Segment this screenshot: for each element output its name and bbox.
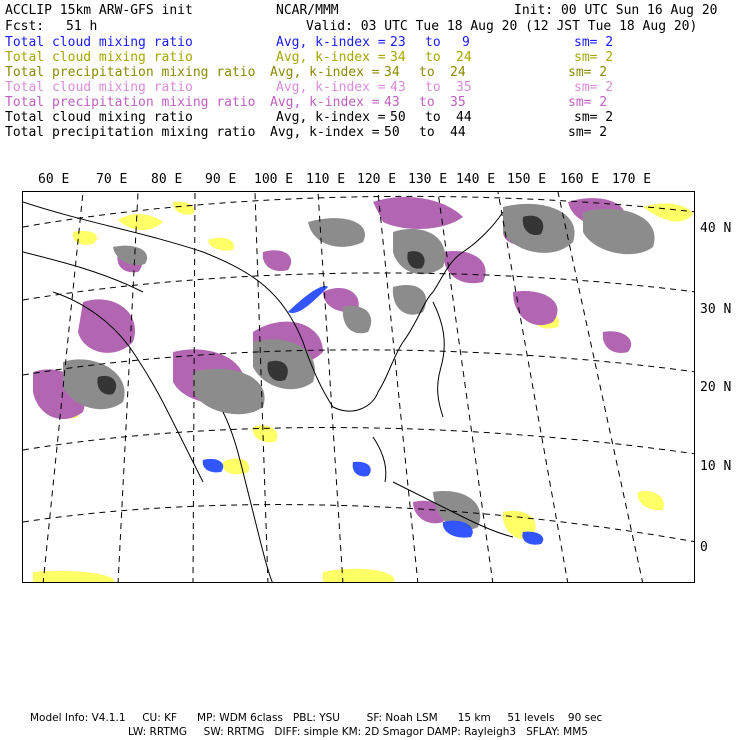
legend-avg: Avg, k-index =: [276, 50, 386, 65]
legend-k-end: 44: [456, 110, 472, 125]
lon-label: 160 E: [560, 172, 600, 187]
legend-smoothing: sm= 2: [574, 35, 614, 50]
legend-to: to: [425, 80, 441, 95]
init-time: Init: 00 UTC Sun 16 Aug 20: [514, 3, 718, 18]
lon-label: 60 E: [38, 172, 70, 187]
cloud-high-layer: [63, 204, 655, 530]
legend-smoothing: sm= 2: [568, 65, 608, 80]
legend-field: Total cloud mixing ratio: [5, 35, 193, 50]
lat-label: 30 N: [700, 302, 732, 317]
legend-k-start: 50: [390, 110, 406, 125]
legend-avg: Avg, k-index =: [270, 65, 380, 80]
legend-k-start: 34: [390, 50, 406, 65]
org-label: NCAR/MMM: [276, 3, 339, 18]
legend-smoothing: sm= 2: [568, 125, 608, 140]
lon-label: 90 E: [205, 172, 237, 187]
cloud-upper-layer: [203, 286, 544, 545]
legend-field: Total cloud mixing ratio: [5, 110, 193, 125]
fcst-value: 51 h: [66, 19, 98, 34]
legend-k-start: 23: [390, 35, 406, 50]
map-svg: [23, 192, 695, 583]
legend-avg: Avg, k-index =: [276, 110, 386, 125]
lat-label: 10 N: [700, 459, 732, 474]
lon-label: 150 E: [507, 172, 547, 187]
legend-k-end: 35: [450, 95, 466, 110]
legend-avg: Avg, k-index =: [270, 95, 380, 110]
legend-k-start: 50: [384, 125, 400, 140]
model-title: ACCLIP 15km ARW-GFS init: [5, 3, 193, 18]
fcst-label: Fcst:: [5, 19, 45, 34]
legend-field: Total precipitation mixing ratio: [5, 65, 256, 80]
legend-k-start: 34: [384, 65, 400, 80]
valid-time: Valid: 03 UTC Tue 18 Aug 20 (12 JST Tue 18 Aug 20): [306, 19, 698, 34]
legend-smoothing: sm= 2: [574, 110, 614, 125]
weather-map: [22, 191, 695, 583]
legend-smoothing: sm= 2: [574, 50, 614, 65]
legend-k-end: 9: [462, 35, 470, 50]
legend-field: Total cloud mixing ratio: [5, 50, 193, 65]
legend-avg: Avg, k-index =: [270, 125, 380, 140]
legend-k-start: 43: [384, 95, 400, 110]
lat-label: 20 N: [700, 380, 732, 395]
model-info-line1: Model Info: V4.1.1 CU: KF MP: WDM 6class PBL: YSU SF: Noah LSM 15 km 51 levels 90 sec: [30, 712, 603, 724]
legend-k-end: 44: [450, 125, 466, 140]
legend-to: to: [419, 125, 435, 140]
legend-avg: Avg, k-index =: [276, 35, 386, 50]
legend-k-end: 24: [450, 65, 466, 80]
lon-label: 80 E: [151, 172, 183, 187]
legend-to: to: [425, 50, 441, 65]
legend-to: to: [425, 35, 441, 50]
lon-label: 100 E: [254, 172, 294, 187]
lon-label: 170 E: [612, 172, 652, 187]
model-info-line2: LW: RRTMG SW: RRTMG DIFF: simple KM: 2D Smagor DAMP: Rayleigh3 SFLAY: MM5: [128, 726, 588, 738]
legend-to: to: [425, 110, 441, 125]
legend-avg: Avg, k-index =: [276, 80, 386, 95]
legend-k-end: 35: [456, 80, 472, 95]
legend-smoothing: sm= 2: [568, 95, 608, 110]
legend-field: Total cloud mixing ratio: [5, 80, 193, 95]
legend-to: to: [419, 95, 435, 110]
legend-field: Total precipitation mixing ratio: [5, 125, 256, 140]
legend-field: Total precipitation mixing ratio: [5, 95, 256, 110]
lon-label: 110 E: [306, 172, 346, 187]
legend-to: to: [419, 65, 435, 80]
lon-label: 120 E: [357, 172, 397, 187]
legend-smoothing: sm= 2: [574, 80, 614, 95]
lon-label: 140 E: [456, 172, 496, 187]
lat-label: 0: [700, 540, 708, 555]
legend-k-end: 24: [456, 50, 472, 65]
lat-label: 40 N: [700, 221, 732, 236]
lon-label: 70 E: [96, 172, 128, 187]
legend-k-start: 43: [390, 80, 406, 95]
lon-label: 130 E: [408, 172, 448, 187]
